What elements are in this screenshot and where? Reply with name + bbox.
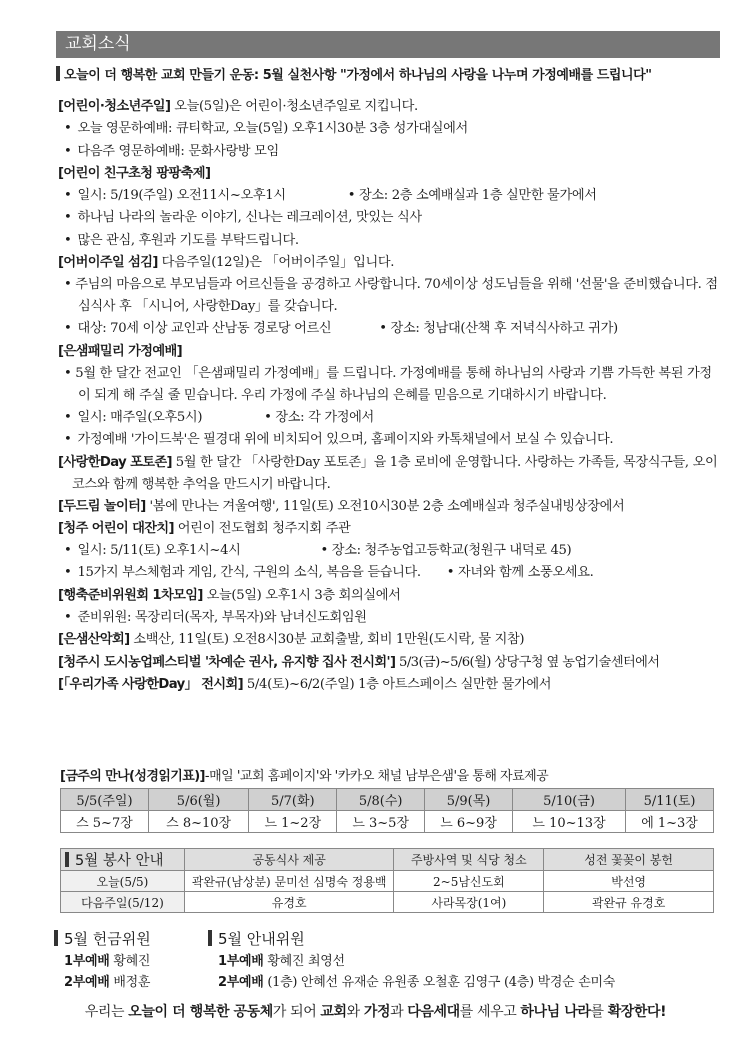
children-text: 오늘(5일)은 어린이·청소년주일로 지킵니다.	[174, 99, 418, 114]
committee-bullet-1: • 준비위원: 목장리더(목자, 부목자)와 남녀신도회임원	[58, 607, 724, 629]
reading-cell: 스 5~7장	[61, 811, 149, 833]
photo-head: [사랑한Day 포토존]	[58, 454, 172, 470]
motto-part: 가정	[363, 1004, 391, 1020]
family-heading	[58, 341, 724, 363]
motto-part: 와	[346, 1004, 364, 1020]
exhibit1-text: 5/3(금)~5/6(월) 상당구청 옆 농업기술센터에서	[399, 654, 660, 670]
committee-text: 오늘(5일) 오후1시 3층 회의실에서	[206, 587, 401, 603]
motto-part: 하나님 나라	[520, 1004, 591, 1020]
reading-cell: 스 8~10장	[148, 811, 248, 833]
play-text: '봄에 만나는 겨울여행', 11일(토) 오전10시30분 2층 소예배실과 청주실내빙상장에서	[149, 498, 625, 514]
ushers-row-1	[208, 951, 615, 972]
offering-r2-names: 배정훈	[113, 975, 151, 990]
parents-sunday	[58, 252, 724, 274]
parents-head: [어버이주일 섬김]	[58, 255, 158, 271]
family-bullet-2	[58, 407, 724, 429]
motto-part: 확장한다!	[607, 1004, 667, 1020]
parents-bullet-2	[58, 318, 724, 340]
headline-text: 오늘이 더 행복한 교회 만들기 운동: 5월 실천사항 "가정에서 하나님의 사랑을 나누며 가정예배를 드립니다"	[64, 68, 652, 83]
service-row-label: 오늘(5/5)	[61, 871, 185, 892]
committee-head: [행축준비위원회 1차모임]	[58, 587, 203, 603]
reading-cell: 느 6~9장	[425, 811, 513, 833]
offering-r2-label: 2부예배	[64, 975, 110, 990]
play-head: [두드림 놀이터]	[58, 498, 146, 514]
reading-cell: 느 10~13장	[512, 811, 625, 833]
motto-part: 우리는	[84, 1004, 129, 1020]
hiking-club	[58, 629, 724, 651]
ushers-title: 5월 안내위원	[208, 927, 615, 951]
motto-part: 과	[390, 1004, 408, 1020]
reading-cell: 느 3~5장	[337, 811, 425, 833]
family-place: • 장소: 각 가정에서	[264, 409, 374, 425]
footer-motto	[0, 1001, 751, 1021]
offering-committee	[54, 927, 151, 993]
service-col: 주방사역 및 식당 청소	[394, 849, 544, 871]
exhibit2-text: 5/4(토)~6/2(주일) 1층 아트스페이스 실만한 물가에서	[246, 676, 552, 692]
day-cell: 5/7(화)	[249, 789, 337, 811]
festival-bullet-2: • 하나님 나라의 놀라운 이야기, 신나는 레크레이션, 맛있는 식사	[58, 207, 724, 229]
day-cell: 5/6(월)	[148, 789, 248, 811]
committee-meeting	[58, 585, 724, 607]
parents-text: 다음주일(12일)은 「어버이주일」입니다.	[161, 255, 395, 271]
service-cell: 곽완규 유경호	[544, 892, 714, 913]
children-sunday	[58, 96, 724, 118]
ushers-r1-label: 1부예배	[218, 954, 264, 969]
bible-head: [금주의 만나(성경읽기표)]	[60, 769, 205, 784]
day-cell: 5/11(토)	[626, 789, 714, 811]
play-ground	[58, 496, 724, 518]
day-cell: 5/5(주일)	[61, 789, 149, 811]
festival-head: [어린이 친구초청 팡팡축제]	[58, 165, 211, 181]
contest-invite: • 자녀와 함께 소풍오세요.	[446, 565, 594, 581]
contest-bullet-1	[58, 540, 724, 562]
parents-place: • 장소: 청남대(산책 후 저녁식사하고 귀가)	[379, 321, 618, 337]
photo-zone	[58, 452, 724, 496]
service-cell: 곽완규(남상분) 문미선 심명숙 정용백	[184, 871, 394, 892]
festival-heading	[58, 163, 724, 185]
children-head: [어린이·청소년주일]	[58, 99, 171, 114]
usher-committee	[208, 927, 615, 993]
reading-cell: 느 1~2장	[249, 811, 337, 833]
photo-text: 5월 한 달간 「사랑한Day 포토존」을 1층 로비에 운영합니다. 사랑하는 가족들, 목장식구들, 오이코스와 함께 행복한 추억을 만드시기 바랍니다.	[72, 454, 718, 492]
ushers-row-2	[208, 972, 615, 993]
reading-cell: 에 1~3장	[626, 811, 714, 833]
bible-days-row	[61, 789, 714, 811]
bible-text: -매일 '교회 홈페이지'와 '카카오 채널 남부은샘'을 통해 자료제공	[204, 769, 549, 784]
contest-time: 일시: 5/11(토) 오후1시~4시	[77, 543, 241, 559]
festival-place: • 장소: 2층 소예배실과 1층 실만한 물가에서	[347, 188, 597, 204]
day-cell: 5/8(수)	[337, 789, 425, 811]
festival-time: 일시: 5/19(주일) 오전11시~오후1시	[77, 188, 286, 204]
service-title: 5월 봉사 안내	[61, 849, 185, 871]
contest-bullet-2	[58, 562, 724, 584]
children-fair	[58, 518, 724, 540]
service-header-row	[61, 849, 714, 871]
contest-text: 어린이 전도협회 청주지회 주관	[177, 520, 351, 536]
service-cell: 사라목장(1여)	[394, 892, 544, 913]
parents-bullet-1: • 주님의 마음으로 부모님들과 어르신들을 공경하고 사랑합니다. 70세이상 성도님들을 위해 '선물'을 준비했습니다. 점심식사 후 「시니어, 사랑한Day」를 갖습니다.	[64, 277, 718, 315]
motto-part: 를 세우고	[459, 1004, 521, 1020]
family-bullet-1: • 5월 한 달간 전교인 「은샘패밀리 가정예배」를 드립니다. 가정예배를 통해 하나님의 사랑과 기쁨 가득한 복된 가정이 되게 해 주실 줄 믿습니다. 우리 가정에 주실 하나님의 은혜를 믿음으로 기대하시기 바랍니다.	[64, 365, 712, 403]
headline	[56, 64, 736, 83]
parents-target: 대상: 70세 이상 교인과 산남동 경로당 어르신	[77, 321, 332, 337]
festival-bullet-3: • 많은 관심, 후원과 기도를 부탁드립니다.	[58, 230, 724, 252]
offering-r1-names: 황혜진	[113, 954, 151, 969]
offering-r1-label: 1부예배	[64, 954, 110, 969]
ushers-r2-label: 2부예배	[218, 975, 264, 990]
service-cell: 2~5남신도회	[394, 871, 544, 892]
children-bullet-1: • 오늘 영문하예배: 큐티학교, 오늘(5일) 오후1시30분 3층 성가대실에서	[58, 118, 724, 140]
motto-part: 다음세대	[407, 1004, 460, 1020]
motto-part: 오늘이 더 행복한 공동체	[128, 1004, 273, 1020]
motto-part: 가 되어	[272, 1004, 321, 1020]
contest-place: • 장소: 청주농업고등학교(청원구 내덕로 45)	[320, 543, 572, 559]
hiking-text: 소백산, 11일(토) 오전8시30분 교회출발, 회비 1만원(도시락, 물 지참)	[133, 632, 525, 648]
service-row	[61, 871, 714, 892]
bible-readings-row	[61, 811, 714, 833]
offering-row-2	[54, 972, 151, 993]
service-cell: 박선영	[544, 871, 714, 892]
service-row	[61, 892, 714, 913]
news-content	[58, 96, 724, 696]
service-row-label: 다음주일(5/12)	[61, 892, 185, 913]
hiking-head: [은샘산악회]	[58, 632, 130, 648]
ushers-r1-names: 황혜진 최영선	[267, 954, 345, 969]
motto-part: 교회	[320, 1004, 347, 1020]
family-bullet-3: • 가정예배 '가이드북'은 필경대 위에 비치되어 있으며, 홈페이지와 카톡채널에서 보실 수 있습니다.	[58, 429, 724, 451]
headline-marker	[56, 66, 60, 81]
children-bullet-2: • 다음주 영문하예배: 문화사랑방 모임	[58, 141, 724, 163]
bible-reading-title	[60, 765, 548, 784]
day-cell: 5/9(목)	[425, 789, 513, 811]
family-time: 일시: 매주일(오후5시)	[77, 409, 203, 425]
service-table	[60, 848, 714, 913]
parents-bullet-1-text: 주님의 마음으로 부모님들과 어르신들을 공경하고 사랑합니다. 70세이상 성도님들을 위해 '선물'을 준비했습니다. 점심식사 후 「시니어, 사랑한Day」를 갖습니다.	[75, 277, 718, 315]
contest-program: 15가지 부스체험과 게임, 간식, 구원의 소식, 복음을 듣습니다.	[77, 565, 421, 581]
ushers-r2-names: (1층) 안혜선 유재순 유원종 오철훈 김영구 (4층) 박경순 손미숙	[267, 975, 615, 990]
exhibition-1	[58, 652, 724, 674]
service-cell: 유경호	[184, 892, 394, 913]
offering-title: 5월 헌금위원	[54, 927, 151, 951]
service-col: 공동식사 제공	[184, 849, 394, 871]
exhibition-2	[58, 674, 724, 696]
exhibit1-head: [청주시 도시농업페스티벌 '차예순 권사, 유지향 집사 전시회']	[58, 654, 396, 670]
day-cell: 5/10(금)	[512, 789, 625, 811]
motto-part: 를	[590, 1004, 608, 1020]
family-head: [은샘패밀리 가정예배]	[58, 343, 183, 359]
service-col: 성전 꽃꽂이 봉헌	[544, 849, 714, 871]
festival-bullet-1	[58, 185, 724, 207]
contest-head: [청주 어린이 대잔치]	[58, 520, 174, 536]
offering-row-1	[54, 951, 151, 972]
exhibit2-head: [「우리가족 사랑한Day」 전시회]	[58, 676, 244, 692]
bible-reading-table	[60, 788, 714, 833]
family-bullet-1-text: 5월 한 달간 전교인 「은샘패밀리 가정예배」를 드립니다. 가정예배를 통해 하나님의 사랑과 기쁨 가득한 복된 가정이 되게 해 주실 줄 믿습니다. 우리 가정에 주실 하나님의 은혜를 믿음으로 기대하시기 바랍니다.	[75, 365, 712, 403]
section-title: 교회소식	[56, 31, 720, 58]
